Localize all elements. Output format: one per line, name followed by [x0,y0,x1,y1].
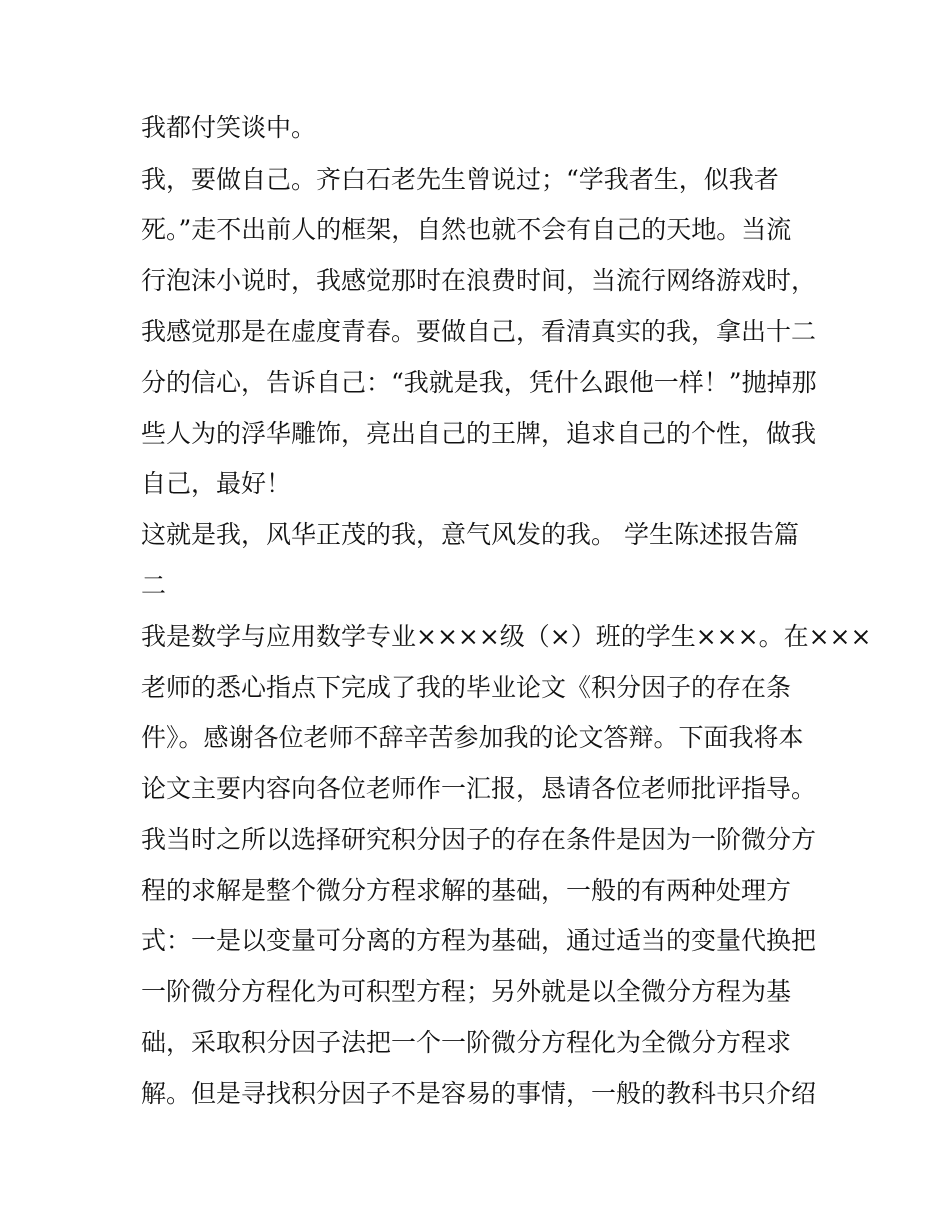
text-line: 式：一是以变量可分离的方程为基础，通过适当的变量代换把 [141,926,817,955]
text-line: 自己，最好！ [141,469,292,498]
text-line: 二 [141,571,167,600]
text-line: 分的信心，告诉自己：“我就是我，凭什么跟他一样！”抛掉那 [141,368,817,397]
text-line: 老师的悉心指点下完成了我的毕业论文《积分因子的存在条 [141,673,792,702]
text-line: 我当时之所以选择研究积分因子的存在条件是因为一阶微分方 [141,825,817,854]
text-line: 我是数学与应用数学专业××××级（×）班的学生×××。在××× [141,622,872,651]
text-line: 我感觉那是在虚度青春。要做自己，看清真实的我，拿出十二 [141,317,817,346]
text-line: 行泡沫小说时，我感觉那时在浪费时间，当流行网络游戏时， [141,266,817,295]
text-line: 论文主要内容向各位老师作一汇报，恳请各位老师批评指导。 [141,774,817,803]
text-line: 我，要做自己。齐白石老先生曾说过；“学我者生，似我者 [141,165,779,194]
text-line: 些人为的浮华雕饰，亮出自己的王牌，追求自己的个性，做我 [141,419,817,448]
text-line: 件》。感谢各位老师不辞辛苦参加我的论文答辩。下面我将本 [141,723,804,752]
text-line: 我都付笑谈中。 [141,113,317,142]
text-line: 础，采取积分因子法把一个一阶微分方程化为全微分方程求 [141,1028,792,1057]
text-line: 这就是我，风华正茂的我，意气风发的我。 学生陈述报告篇 [141,520,799,549]
text-line: 程的求解是整个微分方程求解的基础，一般的有两种处理方 [141,876,792,905]
text-line: 一阶微分方程化为可积型方程；另外就是以全微分方程为基 [141,977,792,1006]
text-line: 解。但是寻找积分因子不是容易的事情，一般的教科书只介绍 [141,1079,817,1108]
text-line: 死。”走不出前人的框架，自然也就不会有自己的天地。当流 [141,215,792,244]
